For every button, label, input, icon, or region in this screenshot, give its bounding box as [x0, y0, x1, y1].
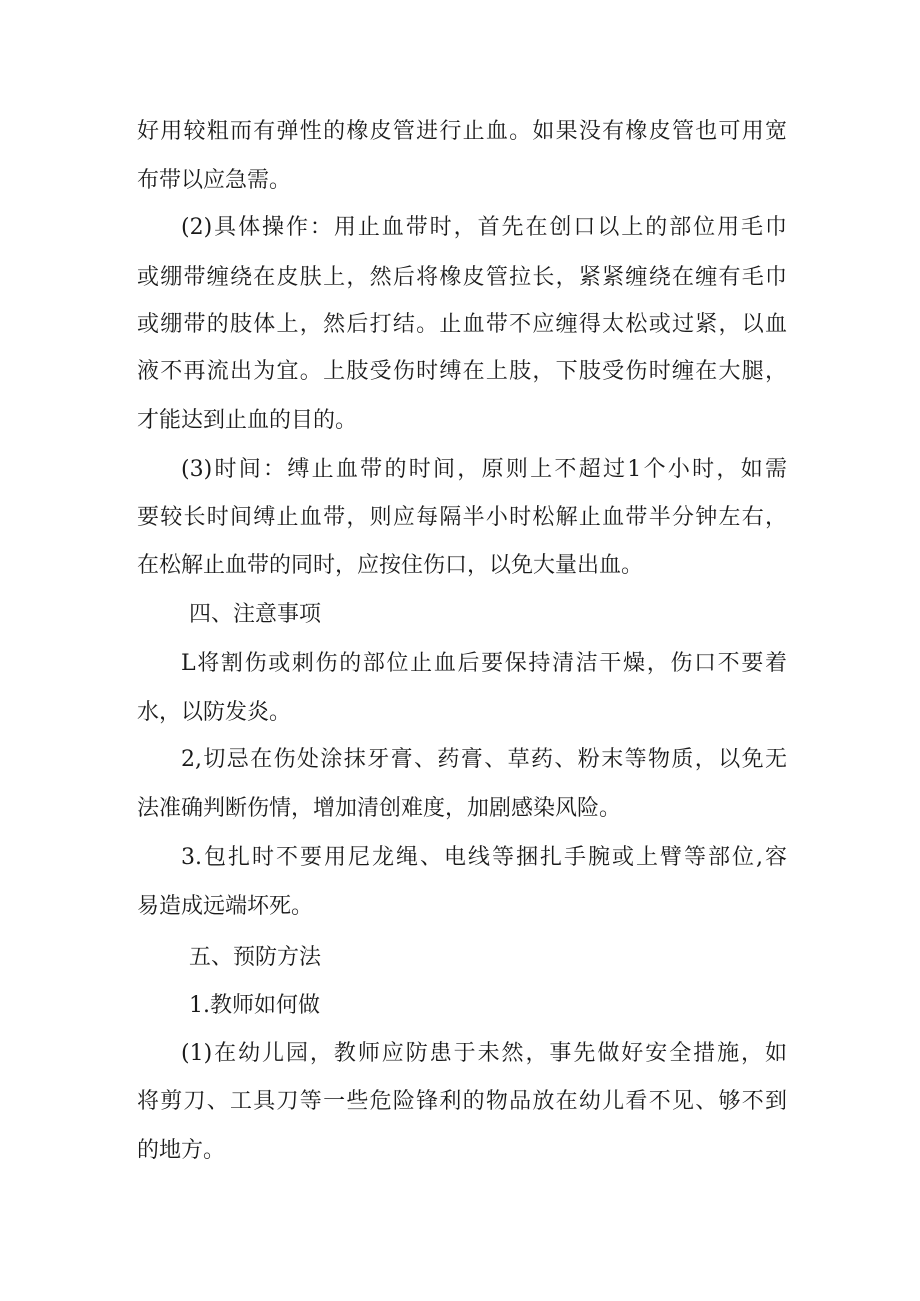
section-heading: 五、预防方法: [189, 945, 322, 970]
text-line: 2,切忌在伤处涂抹牙膏、药膏、草药、粉末等物质，以免无: [181, 747, 787, 772]
text-line: (1)在幼儿园，教师应防患于未然，事先做好安全措施，如: [181, 1041, 787, 1066]
text-line: 或绷带缠绕在皮肤上，然后将橡皮管拉长，紧紧缠绕在缠有毛巾: [137, 265, 787, 290]
text-line: L将割伤或刺伤的部位止血后要保持清洁干燥，伤口不要着: [181, 651, 787, 676]
text-line: 才能达到止血的目的。: [137, 408, 358, 433]
text-line: 将剪刀、工具刀等一些危险锋利的物品放在幼儿看不见、够不到: [137, 1089, 787, 1114]
text-line: 易造成远端坏死。: [137, 894, 314, 919]
text-line: 液不再流出为宜。上肢受伤时缚在上肢，下肢受伤时缠在大腿，: [137, 359, 787, 384]
text-line: 3.包扎时不要用尼龙绳、电线等捆扎手腕或上臂等部位,容: [181, 845, 787, 870]
text-line: 的地方。: [137, 1138, 226, 1163]
text-line: 在松解止血带的同时，应按住伤口，以免大量出血。: [137, 553, 644, 578]
text-line: 布带以应急需。: [137, 168, 292, 193]
text-line: 水，以防发炎。: [137, 700, 292, 725]
section-heading: 四、注意事项: [189, 602, 322, 627]
text-line: 好用较粗而有弹性的橡皮管进行止血。如果没有橡皮管也可用宽: [137, 119, 787, 144]
text-line: 或绷带的肢体上，然后打结。止血带不应缠得太松或过紧，以血: [137, 312, 787, 337]
text-line: 要较长时间缚止血带，则应每隔半小时松解止血带半分钟左右，: [137, 505, 787, 530]
text-line: 法准确判断伤情，增加清创难度，加剧感染风险。: [137, 796, 622, 821]
text-line: (2)具体操作：用止血带时，首先在创口以上的部位用毛巾: [181, 215, 787, 240]
subsection-heading: 1.教师如何做: [189, 993, 320, 1018]
text-line: (3)时间：缚止血带的时间，原则上不超过1个小时，如需: [181, 457, 787, 482]
